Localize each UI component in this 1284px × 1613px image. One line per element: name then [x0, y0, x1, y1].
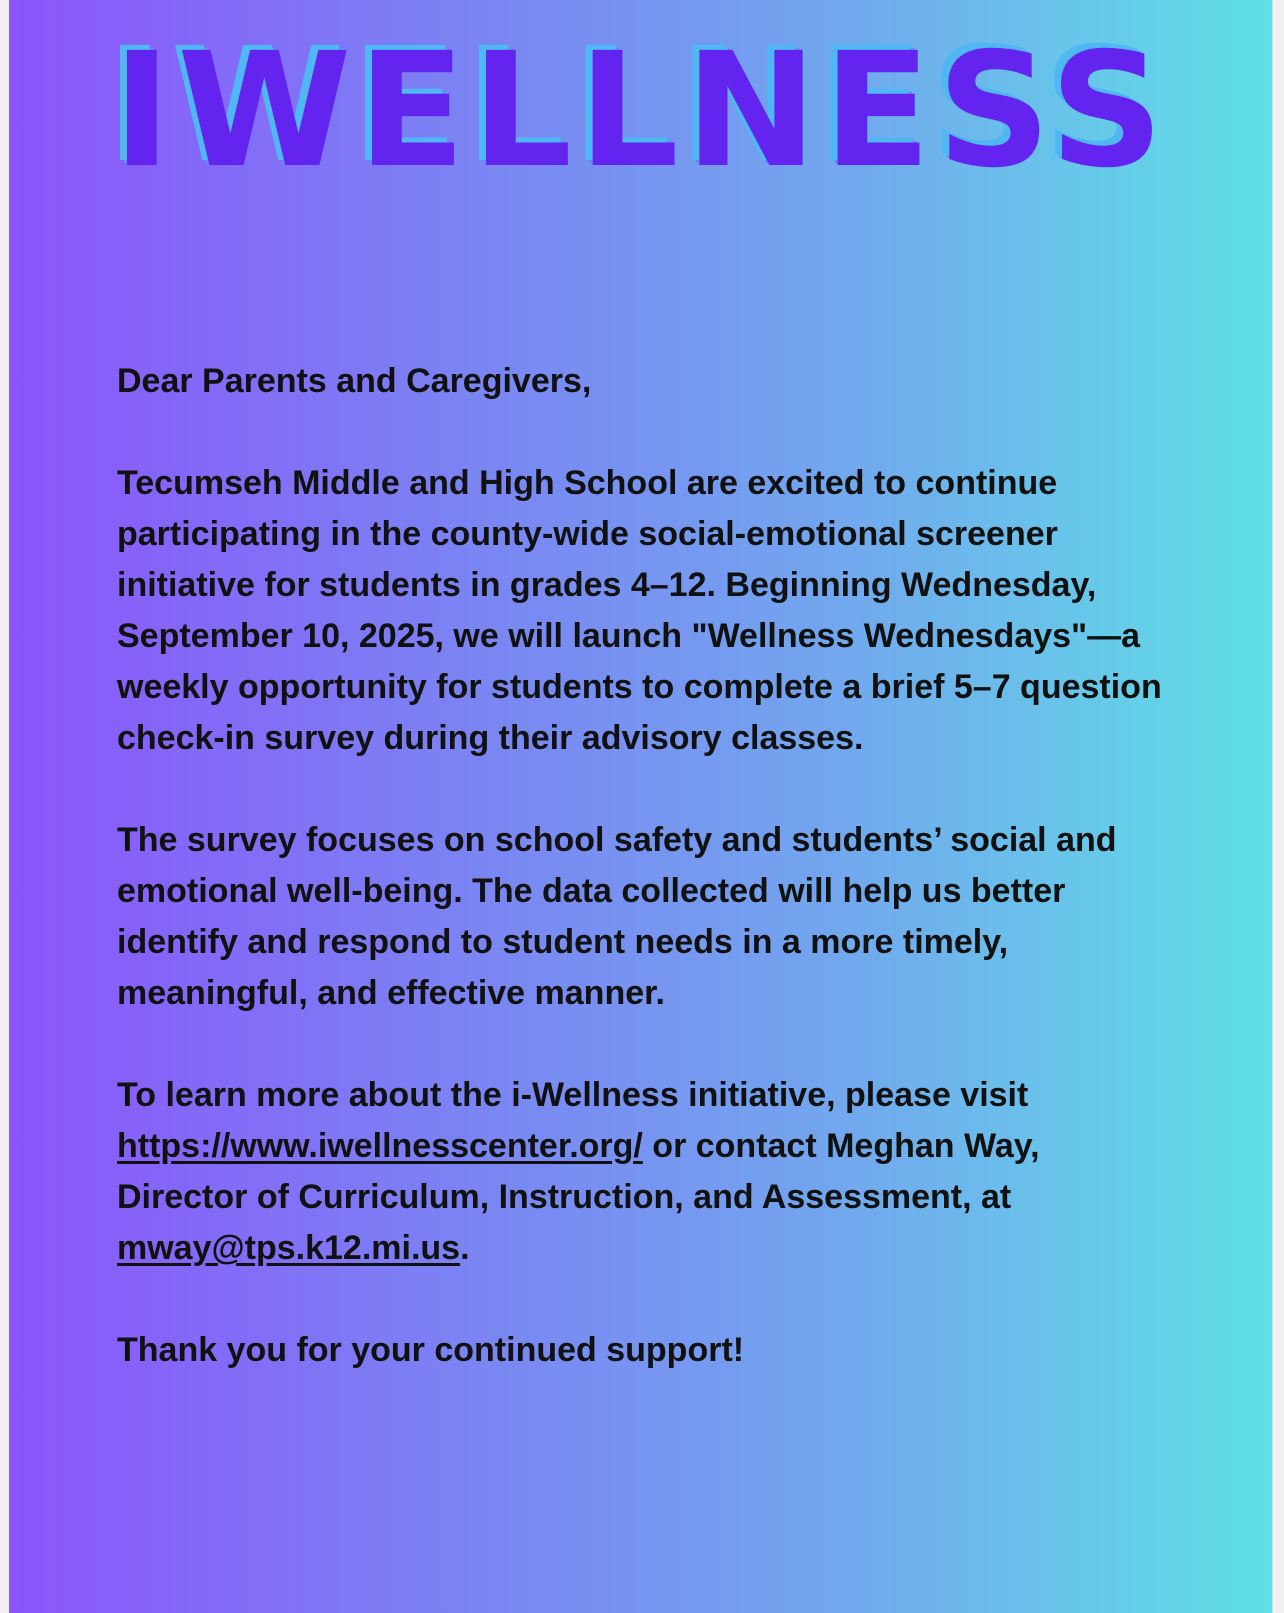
letter-closing: Thank you for your continued support!: [117, 1331, 745, 1369]
website-link[interactable]: https://www.iwellnesscenter.org/: [117, 1127, 643, 1165]
letter-paragraph-3: [117, 1070, 1167, 1274]
letter-greeting: Dear Parents and Caregivers,: [117, 362, 592, 400]
paragraph-3-end: .: [460, 1229, 470, 1267]
page-title: IWELLNESS: [112, 19, 1170, 203]
page-edge-right: [1272, 0, 1284, 1613]
letter-paragraph-1: Tecumseh Middle and High School are excited to continue participating in the county-wide social-emotional screener initiative for students in grades 4–12. Beginning Wednesday, September 10, 2025, we will launch "Wellness Wednesdays"—a weekly opportunity for students to complete a brief 5–7 question check-in survey during their advisory classes.: [117, 464, 1162, 757]
paragraph-3-intro: To learn more about the i-Wellness initiative, please visit: [117, 1076, 1029, 1114]
email-link[interactable]: mway@tps.k12.mi.us: [117, 1229, 461, 1267]
letter-paragraph-2: The survey focuses on school safety and students’ social and emotional well-being. The data collected will help us better identify and respond to student needs in a more timely, meaningful, and effective manner.: [117, 821, 1117, 1012]
flyer-page: [9, 0, 1273, 1613]
letter-body: [117, 356, 1167, 1427]
paragraph-3-middle: or contact Meghan Way, Director of Curriculum, Instruction, and Assessment, at: [117, 1127, 1040, 1216]
